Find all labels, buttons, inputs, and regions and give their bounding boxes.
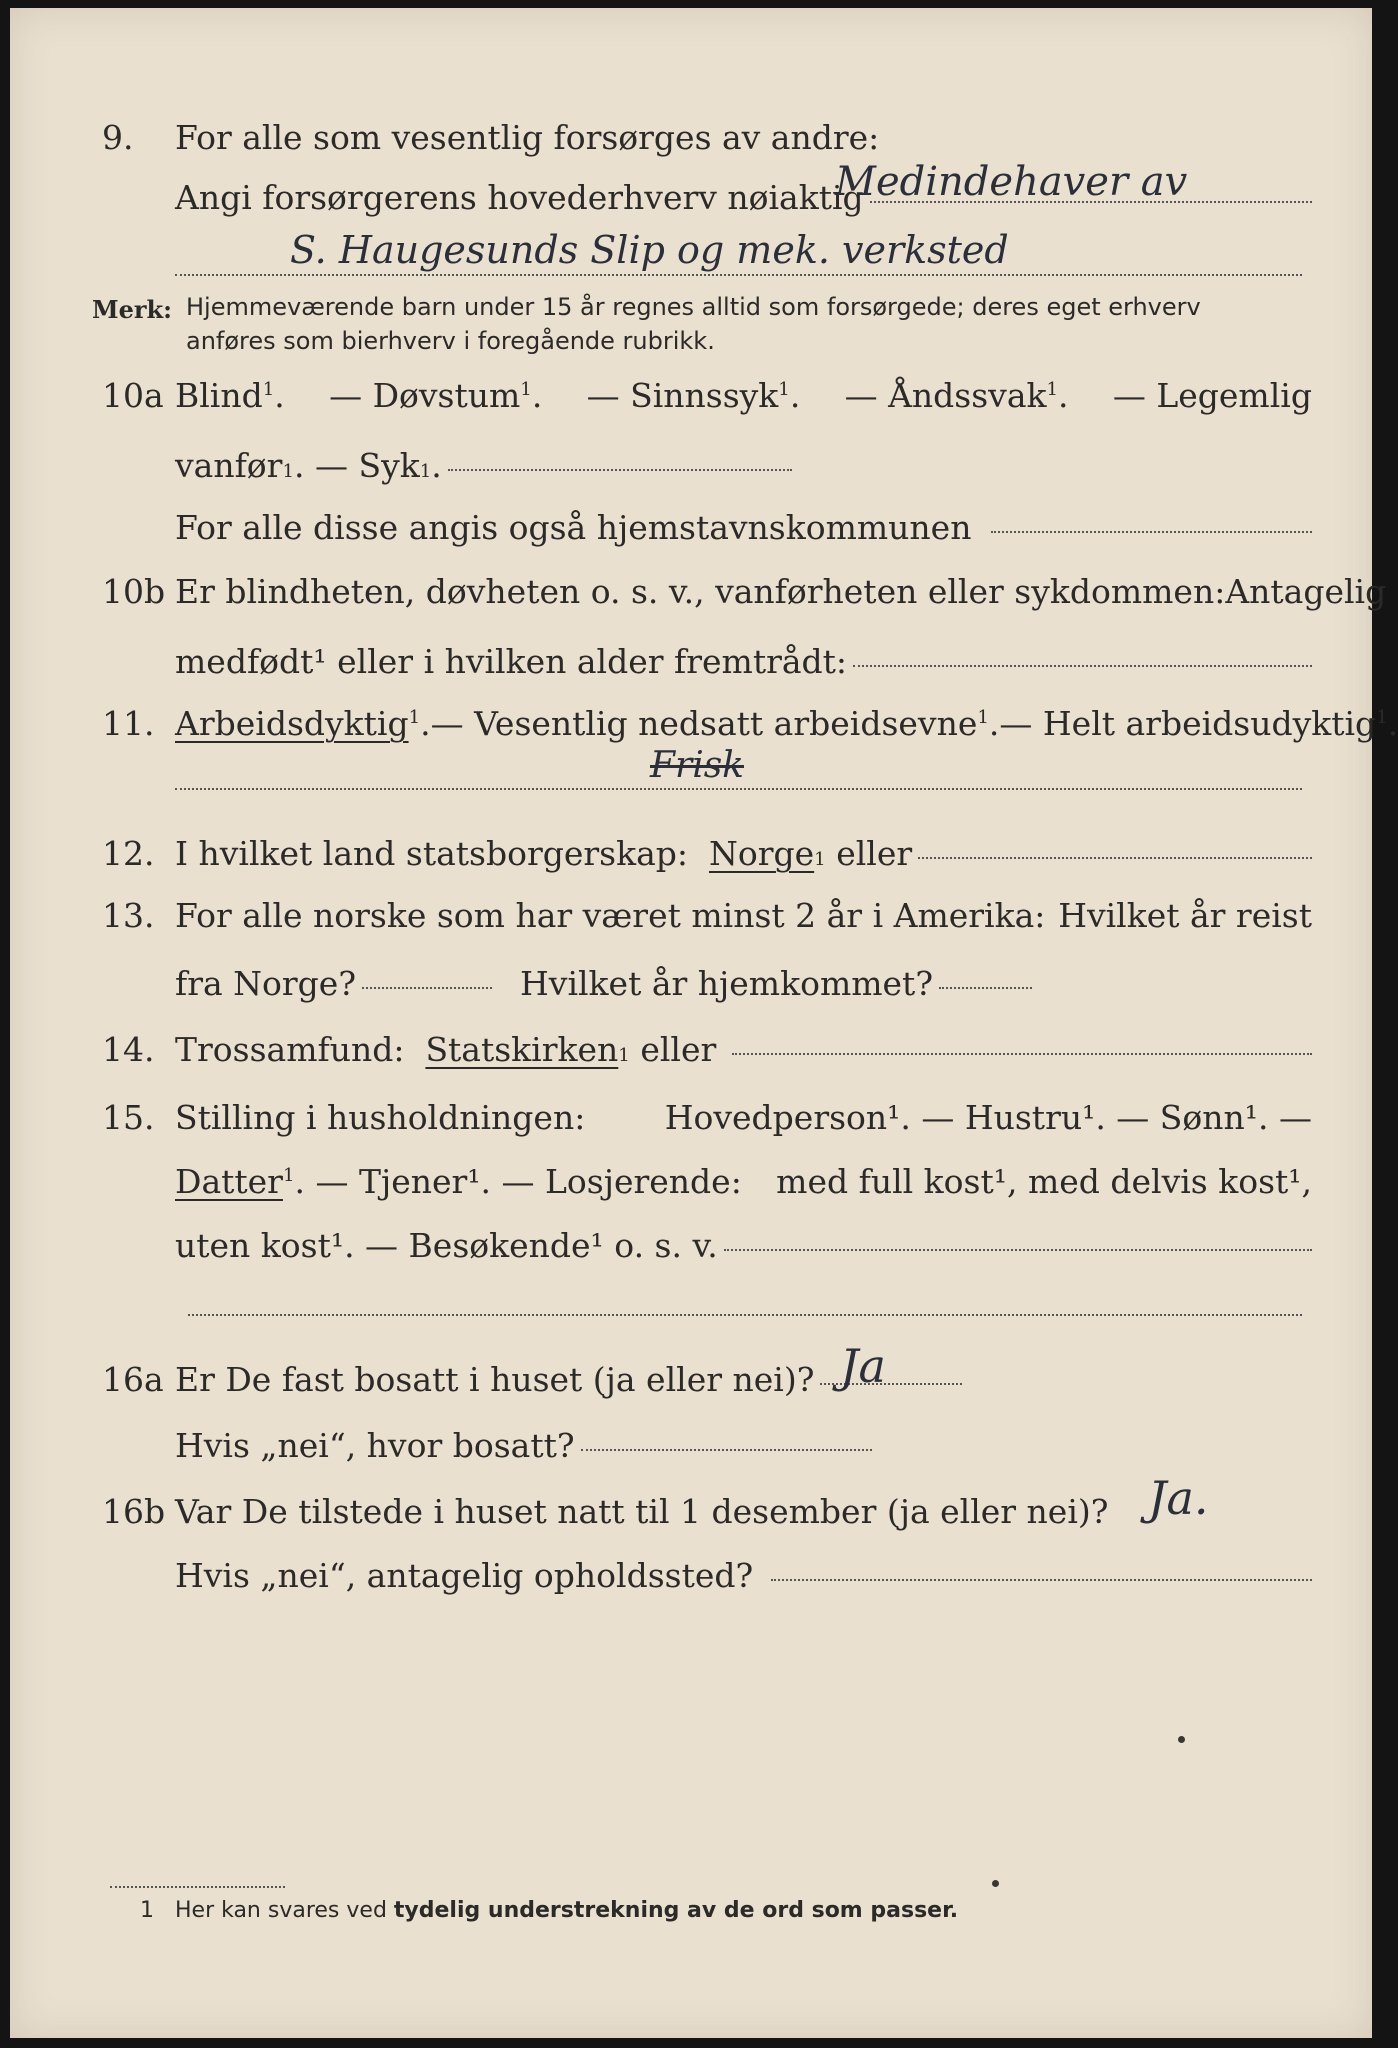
ink-speck: [992, 1880, 999, 1887]
question-number: 11.: [102, 704, 155, 743]
option-statskirken: Statskirken: [425, 1030, 619, 1069]
question-text: I hvilket land statsborgerskap:: [175, 834, 689, 873]
option-list: — Tjener¹. — Losjerende:: [315, 1162, 742, 1201]
option-sinnssyk: — Sinnssyk: [586, 376, 779, 415]
answer-line: [939, 986, 1032, 989]
option-nedsatt: — Vesentlig nedsatt arbeidsevne: [430, 704, 978, 743]
question-text: For alle som vesentlig forsørges av andre:: [175, 118, 880, 157]
option-antagelig: Antagelig: [1225, 572, 1387, 611]
question-text: Er blindheten, døvheten o. s. v., vanførheten eller sykdommen:: [175, 572, 1226, 611]
question-number: 16b: [102, 1492, 166, 1531]
question-text: Var De tilstede i huset natt til 1 desember (ja eller nei)?: [175, 1492, 1109, 1531]
answer-line: [724, 1248, 1312, 1251]
answer-line: [175, 274, 1302, 276]
option-andssvak: — Åndssvak: [844, 376, 1047, 415]
answer-line: [448, 468, 792, 471]
note-text: Hjemmeværende barn under 15 år regnes alltid som forsørgede; deres eget erhverv: [186, 293, 1201, 321]
question-text: Hvilket år reist: [1058, 896, 1312, 935]
option-list: uten kost¹. — Besøkende¹ o. s. v.: [175, 1226, 718, 1265]
question-text: For alle norske som har været minst 2 år i Amerika:: [175, 896, 1046, 935]
option-eller: eller: [640, 1030, 717, 1069]
footnote-mark: 1: [140, 1898, 154, 1923]
option-list: Hovedperson¹. — Hustru¹. — Sønn¹. —: [664, 1098, 1312, 1137]
handwritten-answer: Medindehaver av: [835, 159, 1188, 205]
note-text: anføres som bierhverv i foregående rubrikk.: [186, 327, 715, 355]
option-vanfor: vanfør: [175, 446, 283, 485]
option-dovstum: — Døvstum: [329, 376, 521, 415]
question-number: 10a: [102, 376, 164, 415]
handwritten-answer: Ja: [840, 1339, 886, 1393]
note-label: Merk:: [92, 295, 172, 324]
answer-line: [853, 664, 1312, 667]
option-legemlig: — Legemlig: [1112, 376, 1312, 415]
question-text: Trossamfund:: [175, 1030, 405, 1069]
option-udyktig: — Helt arbeidsudyktig: [999, 704, 1377, 743]
answer-line: [918, 856, 1312, 859]
answer-line: [771, 1578, 1312, 1581]
handwritten-answer: Ja.: [1148, 1471, 1209, 1525]
census-form-page: 9. For alle som vesentlig forsørges av andre: Angi forsørgerens hovederhverv nøiaktig Medindehaver av S. Haugesunds Slip og mek. verksted Merk: Hjemmeværende barn under 15 år regnes alltid som forsørgede; deres eget erhverv anføres som bierhverv i foregående rubrikk. 10a Blind$^1$. — Døvstum$^1$. — Sinnssyk$^1$. — Åndssvak$^1$. — Legemlig vanfør 1 . — Syk 1 . For alle disse angis også hjemstavnskommunen 10b Er blindheten, døvheten o. s. v., vanførheten eller sykdommen: Antagelig medfødt¹ eller i hvilken alder fremtrådt: 11. Arbeidsdyktig$^1$. — Vesentlig nedsatt arbeidsevne$^1$. — Helt arbeidsudyktig$^1$. Frisk 12. I hvilket land statsborgerskap: Norge 1 eller 13. For alle norske som har været minst 2 år i Amerika: Hvilket år reist fra Norge? Hvilket år hjemkommet? 14. Trossamfund: Statskirken 1 eller 15. Stilling i husholdningen: Hovedperson¹. — Hustru¹. — Sønn¹. — Datter$^1$. — Tjener¹. — Losjerende: med full kost¹, med delvis kost¹, uten kost¹. — Besøkende¹ o. s. v. 16a Er De fast bosatt i huset (ja eller nei)? Ja Hvis „nei“, hvor bosatt? 16b Var De tilstede i huset natt til 1 desember (ja eller nei)? Ja. Hvis „nei“, antagelig opholdssted? 1 Her kan svares ved tydelig understrekning av de ord som passer.: [10, 8, 1372, 2038]
footnote-rule: [110, 1886, 285, 1888]
question-text: Er De fast bosatt i huset (ja eller nei)?: [175, 1360, 815, 1399]
question-number: 10b: [102, 572, 166, 611]
footnote-text: Her kan svares ved: [174, 1898, 387, 1923]
option-datter: Datter: [175, 1162, 283, 1201]
ink-speck: [1178, 1736, 1185, 1743]
question-text: For alle disse angis også hjemstavnskommunen: [175, 508, 972, 547]
handwritten-answer: Frisk: [650, 745, 744, 786]
question-text: Hvis „nei“, hvor bosatt?: [175, 1426, 575, 1465]
question-text: fra Norge?: [175, 964, 357, 1003]
answer-line: [175, 788, 1302, 790]
answer-line: [732, 1052, 1312, 1055]
option-blind: Blind: [175, 376, 263, 415]
answer-line: [188, 1314, 1302, 1316]
answer-line: [581, 1448, 872, 1451]
option-list: med full kost¹, med delvis kost¹,: [776, 1162, 1312, 1201]
answer-line: [362, 986, 492, 989]
option-syk: — Syk: [314, 446, 420, 485]
question-text: Stilling i husholdningen:: [175, 1098, 586, 1137]
question-number: 14.: [102, 1030, 155, 1069]
option-arbeidsdyktig: Arbeidsdyktig: [175, 704, 409, 743]
question-text: Hvis „nei“, antagelig opholdssted?: [175, 1556, 754, 1595]
footnote-emphasis: tydelig understrekning av de ord som passer.: [393, 1898, 959, 1923]
option-eller: eller: [836, 834, 913, 873]
question-text: medfødt¹ eller i hvilken alder fremtrådt:: [175, 642, 848, 681]
question-number: 9.: [102, 118, 134, 157]
question-number: 15.: [102, 1098, 155, 1137]
question-number: 13.: [102, 896, 155, 935]
question-number: 16a: [102, 1360, 164, 1399]
question-text: Angi forsørgerens hovederhverv nøiaktig: [175, 178, 864, 217]
option-norge: Norge: [709, 834, 815, 873]
footnote: [140, 1898, 958, 1923]
handwritten-answer: S. Haugesunds Slip og mek. verksted: [290, 228, 1009, 272]
question-number: 12.: [102, 834, 155, 873]
question-text: Hvilket år hjemkommet?: [520, 964, 934, 1003]
answer-line: [991, 530, 1312, 533]
